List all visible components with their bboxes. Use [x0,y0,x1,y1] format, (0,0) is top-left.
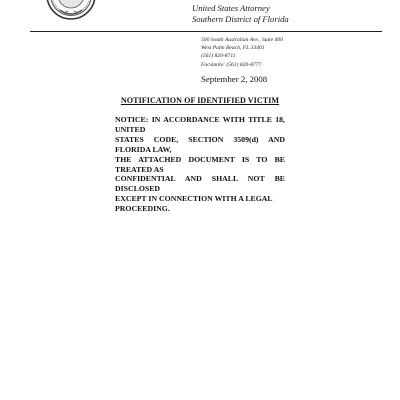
notice-line: THE ATTACHED DOCUMENT IS TO BE TREATED AS [115,154,285,174]
letter-date: September 2, 2008 [201,74,268,84]
address-street: 500 South Australian Ave., Suite 400 [201,37,283,43]
notice-line: CONFIDENTIAL AND SHALL NOT BE DISCLOSED [115,174,285,194]
address-fax: Facsimile: (561) 820-8777 [201,61,262,68]
notification-heading: NOTIFICATION OF IDENTIFIED VICTIM [120,96,280,105]
confidentiality-notice [115,115,285,214]
notice-line: PROCEEDING. [115,204,170,214]
address-phone: (561) 820-8711 [201,53,236,60]
us-attorney-office-block [192,3,289,25]
office-title: United States Attorney [192,3,270,13]
office-address-block [201,36,283,69]
notice-line: NOTICE: IN ACCORDANCE WITH TITLE 18, UNITED [115,115,285,134]
notice-line: EXCEPT IN CONNECTION WITH A LEGAL [115,194,273,204]
department-of-justice-seal-icon [46,0,96,20]
notice-line: STATES CODE, SECTION 3509(d) AND FLORIDA LAW, [115,134,285,154]
address-city: West Palm Beach, FL 33401 [201,45,265,52]
letterhead-divider [30,31,382,32]
office-district: Southern District of Florida [192,14,289,24]
